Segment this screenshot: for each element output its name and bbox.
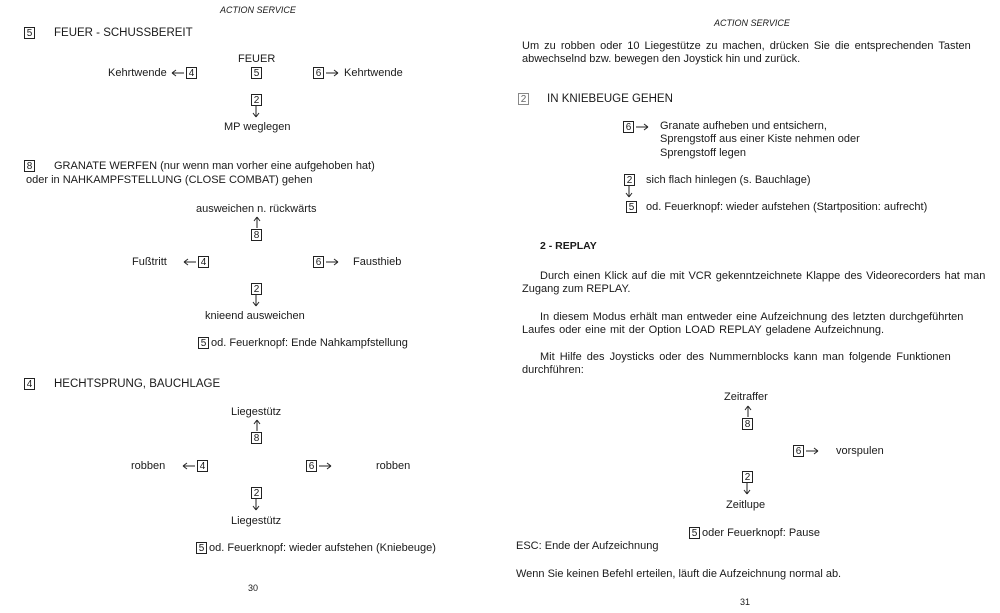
diagram-label: robben bbox=[131, 460, 166, 472]
replay-heading: 2 - REPLAY bbox=[540, 240, 597, 252]
arrow-up-icon bbox=[253, 419, 261, 431]
page-header: ACTION SERVICE bbox=[220, 5, 296, 15]
key-2-box: 2 bbox=[251, 487, 262, 499]
section-title: GRANATE WERFEN (nur wenn man vorher eine aufgehoben hat) bbox=[54, 160, 375, 172]
section-title: IN KNIEBEUGE GEHEN bbox=[547, 93, 673, 105]
key-8-box: 8 bbox=[24, 160, 35, 172]
key-5-box: 5 bbox=[251, 67, 262, 79]
diagram-label: MP weglegen bbox=[224, 121, 291, 133]
arrow-up-icon bbox=[253, 216, 261, 228]
arrow-right-icon bbox=[319, 462, 333, 470]
diagram-label: Kehrtwende bbox=[344, 67, 403, 79]
diagram-label: Liegestütz bbox=[231, 515, 282, 527]
intro-line: abwechselnd bzw. bewegen den Joystick hin und zurück. bbox=[522, 53, 801, 65]
arrow-down-icon bbox=[252, 295, 260, 307]
arrow-down-icon bbox=[252, 499, 260, 511]
arrow-down-icon bbox=[625, 186, 633, 198]
arrow-left-icon bbox=[183, 258, 197, 266]
action-text: Sprengstoff aus einer Kiste nehmen oder bbox=[660, 133, 860, 145]
key-4-box: 4 bbox=[186, 67, 197, 79]
diagram-label: Liegestütz bbox=[231, 406, 282, 418]
right-page bbox=[490, 0, 1000, 613]
arrow-left-icon bbox=[182, 462, 196, 470]
key-8-box: 8 bbox=[251, 432, 262, 444]
diagram-label: Fausthieb bbox=[353, 256, 402, 268]
arrow-left-icon bbox=[171, 69, 185, 77]
footer-note: Wenn Sie keinen Befehl erteilen, läuft die Aufzeichnung normal ab. bbox=[516, 568, 842, 580]
key-5-box: 5 bbox=[196, 542, 207, 554]
key-6-box: 6 bbox=[313, 256, 324, 268]
action-text: Granate aufheben und entsichern, bbox=[660, 120, 827, 132]
diagram-label: Fußtritt bbox=[132, 256, 167, 268]
section-title-continued: oder in NAHKAMPFSTELLUNG (CLOSE COMBAT) gehen bbox=[26, 174, 313, 186]
paragraph-line: In diesem Modus erhält man entweder eine Aufzeichnung des letzten durchgeführten bbox=[540, 311, 964, 323]
paragraph-line: Laufes oder eine mit der Option LOAD REPLAY geladene Aufzeichnung. bbox=[522, 324, 885, 336]
arrow-right-icon bbox=[636, 123, 650, 131]
key-4-box: 4 bbox=[24, 378, 35, 390]
page-number: 31 bbox=[740, 597, 751, 607]
page-header: ACTION SERVICE bbox=[714, 18, 790, 28]
arrow-right-icon bbox=[326, 69, 340, 77]
paragraph-line: durchführen: bbox=[522, 364, 584, 376]
diagram-label: od. Feuerknopf: Ende Nahkampfstellung bbox=[211, 337, 408, 349]
intro-line: Um zu robben oder 10 Liegestütze zu machen, drücken Sie die entsprechenden Tasten bbox=[522, 40, 971, 52]
action-text: od. Feuerknopf: wieder aufstehen (Startposition: aufrecht) bbox=[646, 201, 928, 213]
paragraph-line: Mit Hilfe des Joysticks oder des Nummernblocks kann man folgende Funktionen bbox=[540, 351, 951, 363]
section-title: HECHTSPRUNG, BAUCHLAGE bbox=[54, 378, 221, 390]
diagram-label: ausweichen n. rückwärts bbox=[196, 203, 317, 215]
page-number: 30 bbox=[248, 583, 259, 593]
diagram-label: Zeitlupe bbox=[726, 499, 766, 511]
diagram-label: robben bbox=[376, 460, 411, 472]
arrow-right-icon bbox=[326, 258, 340, 266]
diagram-label: oder Feuerknopf: Pause bbox=[702, 527, 821, 539]
key-4-box: 4 bbox=[197, 460, 208, 472]
key-2-box: 2 bbox=[742, 471, 753, 483]
diagram-label: Zeitraffer bbox=[724, 391, 768, 403]
key-2-box: 2 bbox=[251, 283, 262, 295]
key-2-box: 2 bbox=[518, 93, 529, 105]
key-5-box: 5 bbox=[626, 201, 637, 213]
key-5-box: 5 bbox=[689, 527, 700, 539]
key-6-box: 6 bbox=[306, 460, 317, 472]
diagram-label: vorspulen bbox=[836, 445, 884, 457]
key-5-box: 5 bbox=[198, 337, 209, 349]
diagram-label: od. Feuerknopf: wieder aufstehen (Kniebeuge) bbox=[209, 542, 436, 554]
esc-note: ESC: Ende der Aufzeichnung bbox=[516, 540, 659, 552]
key-6-box: 6 bbox=[313, 67, 324, 79]
key-4-box: 4 bbox=[198, 256, 209, 268]
key-8-box: 8 bbox=[251, 229, 262, 241]
key-6-box: 6 bbox=[623, 121, 634, 133]
section-title: FEUER - SCHUSSBEREIT bbox=[54, 27, 193, 39]
key-2-box: 2 bbox=[251, 94, 262, 106]
key-6-box: 6 bbox=[793, 445, 804, 457]
paragraph-line: Zugang zum REPLAY. bbox=[522, 283, 631, 295]
key-5-box: 5 bbox=[24, 27, 35, 39]
action-text: sich flach hinlegen (s. Bauchlage) bbox=[646, 174, 811, 186]
arrow-down-icon bbox=[743, 483, 751, 495]
paragraph-line: Durch einen Klick auf die mit VCR gekenntzeichnete Klappe des Videorecorders hat man bbox=[540, 270, 986, 282]
diagram-label: FEUER bbox=[238, 53, 276, 65]
arrow-down-icon bbox=[252, 106, 260, 118]
action-text: Sprengstoff legen bbox=[660, 147, 747, 159]
diagram-label: knieend ausweichen bbox=[205, 310, 305, 322]
arrow-right-icon bbox=[806, 447, 820, 455]
key-8-box: 8 bbox=[742, 418, 753, 430]
key-2-box: 2 bbox=[624, 174, 635, 186]
arrow-up-icon bbox=[744, 405, 752, 417]
diagram-label: Kehrtwende bbox=[108, 67, 167, 79]
left-page bbox=[0, 0, 490, 613]
